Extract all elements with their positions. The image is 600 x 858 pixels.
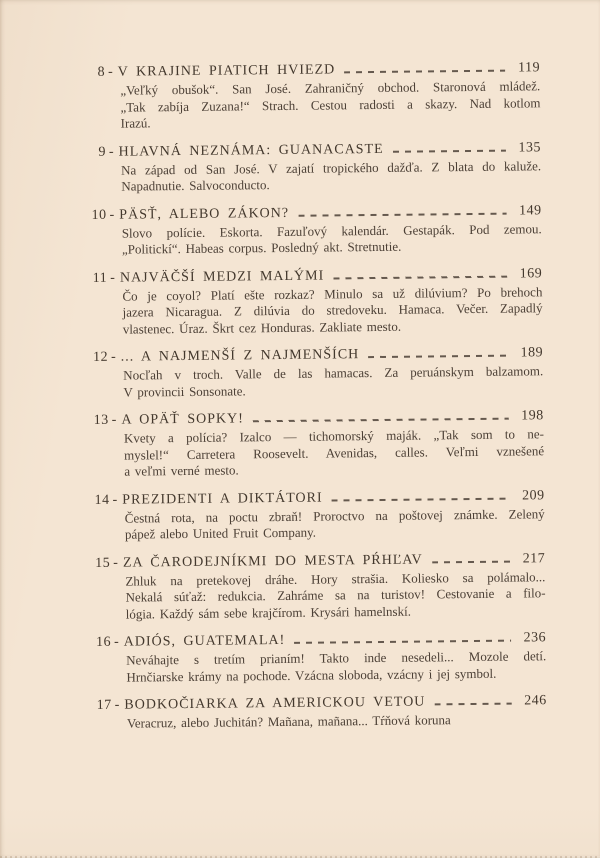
toc-entry-heading — [92, 487, 544, 509]
number-title-separator: - — [113, 634, 120, 650]
toc-entry-heading — [92, 407, 544, 429]
toc-entry — [89, 202, 542, 259]
number-title-separator: - — [111, 412, 118, 428]
description-line: Na západ od San José. V zajatí tropického dažďa. Z blata do kaluže. — [121, 157, 542, 178]
number-title-separator: - — [110, 270, 116, 286]
description-line: pápež alebo United Fruit Company. — [124, 524, 317, 542]
toc-entry — [92, 407, 545, 480]
toc-entry — [94, 629, 547, 686]
description-line: Slovo polície. Eskorta. Fazuľový kalendár. Gestapák. Pod zemou. — [121, 220, 542, 241]
toc-entry-heading — [95, 692, 547, 714]
chapter-number: 16 — [95, 634, 112, 650]
chapter-number: 13 — [93, 412, 109, 428]
dash-leader — [298, 212, 506, 216]
number-title-separator: - — [109, 207, 116, 223]
chapter-description — [123, 363, 543, 400]
toc-entry — [93, 550, 546, 623]
chapter-title: A OPÄŤ SOPKY! — [121, 411, 244, 428]
description-line: Veracruz, alebo Juchitán? Mañana, mañana... Tŕňová koruna — [126, 712, 451, 731]
description-line: V provincii Sonsonate. — [123, 382, 246, 400]
chapter-number: 9 — [98, 144, 106, 160]
chapter-page-number: 217 — [522, 550, 546, 566]
chapter-page-number: 246 — [524, 693, 547, 709]
description-line: „Tak zabíja Zuzana!“ Strach. Cestou radosti a skazy. Nad kotlom — [120, 94, 541, 115]
dash-leader — [332, 497, 510, 501]
chapter-description — [122, 284, 542, 338]
chapter-title: PÄSŤ, ALEBO ZÁKON? — [119, 205, 290, 223]
toc-entry — [95, 692, 547, 732]
number-title-separator: - — [113, 555, 119, 571]
toc-entry — [89, 139, 542, 196]
toc-entry-heading — [89, 202, 541, 224]
dash-leader — [294, 640, 511, 644]
toc-entry-heading — [93, 550, 545, 572]
chapter-page-number: 209 — [521, 487, 545, 503]
chapter-title: ... A NAJMENŠÍ Z NAJMENŠÍCH — [120, 347, 360, 365]
chapter-page-number: 135 — [518, 139, 541, 155]
chapter-number: 8 — [97, 64, 106, 80]
description-line: Neváhajte s tretím prianím! Takto inde nesedeli... Mozole detí. — [126, 648, 547, 668]
toc-entry-heading — [94, 629, 546, 651]
description-line: Hrnčiarske krámy na pochode. Vzácna sloboda, vzácny i jej symbol. — [126, 665, 497, 685]
chapter-title: V KRAJINE PIATICH HVIEZD — [117, 62, 336, 80]
chapter-description — [122, 221, 542, 258]
toc-entry-heading — [90, 265, 542, 287]
description-line: jazera Nicaragua. Z dilúvia do stredoveku. Hamaca. Večer. Zapadlý — [122, 300, 543, 320]
chapter-description — [120, 78, 540, 132]
number-title-separator: - — [108, 144, 115, 160]
chapter-page-number: 189 — [520, 345, 544, 361]
dash-leader — [333, 275, 507, 279]
chapter-title: BODKOČIARKA ZA AMERICKOU VETOU — [124, 694, 426, 713]
chapter-number: 15 — [95, 555, 111, 571]
chapter-number: 10 — [91, 207, 107, 223]
description-line: „Politickí“. Habeas corpus. Posledný akt. Stretnutie. — [121, 238, 402, 257]
description-line: „Veľký obušok“. San José. Zahraničný obchod. Staronová mládež. — [120, 78, 541, 98]
dash-leader — [253, 418, 509, 423]
chapter-title: HLAVNÁ NEZNÁMA: GUANACASTE — [118, 141, 384, 160]
description-line: myslel!“ Carretera Roosevelt. Avenidas, calles. Veľmi vznešené — [124, 442, 545, 463]
dash-leader — [432, 560, 510, 563]
chapter-page-number: 149 — [518, 202, 542, 218]
chapter-page-number: 119 — [518, 60, 541, 76]
description-line: Kvety a polícia? Izalco — tichomorský maják. „Tak som to ne- — [123, 426, 544, 446]
chapter-description — [125, 506, 545, 543]
number-title-separator: - — [112, 492, 119, 508]
toc-entry-heading — [91, 344, 543, 366]
dash-leader — [393, 149, 506, 152]
toc-entry-heading — [88, 59, 540, 81]
chapter-description — [124, 426, 544, 480]
chapter-number: 17 — [96, 697, 112, 713]
chapter-description — [125, 569, 545, 623]
description-line: lógia. Každý sám sebe krajčírom. Krysári hamelnskí. — [125, 603, 411, 622]
number-title-separator: - — [108, 64, 114, 80]
number-title-separator: - — [114, 697, 121, 713]
description-line: Zhluk na pretekovej dráhe. Hory strašia. Koliesko sa polámalo... — [125, 568, 546, 589]
description-line: Irazú. — [120, 115, 151, 131]
description-line: Čo je coyol? Platí ešte rozkaz? Minulo sa už dilúvium? Po brehoch — [122, 283, 543, 304]
chapter-number: 11 — [92, 270, 108, 286]
chapter-page-number: 236 — [523, 630, 547, 646]
toc-entry — [92, 487, 545, 544]
chapter-title: NAJVÄČŠÍ MEDZI MALÝMI — [119, 268, 325, 286]
description-line: Čestná rota, na poctu zbraň! Proroctvo na poštovej známke. Zelený — [124, 505, 545, 526]
description-line: Napadnutie. Salvoconducto. — [121, 177, 270, 194]
toc-entry-heading — [89, 139, 541, 161]
chapter-number: 12 — [92, 349, 109, 365]
description-line: a veľmi verné mesto. — [124, 462, 239, 479]
chapter-page-number: 169 — [519, 265, 543, 281]
table-of-contents — [88, 59, 547, 743]
chapter-title: PREZIDENTI A DIKTÁTORI — [122, 490, 323, 508]
toc-entry — [90, 265, 543, 338]
dash-leader — [368, 355, 508, 358]
toc-entry — [88, 59, 541, 132]
chapter-description — [126, 648, 546, 685]
description-line: Nocľah v troch. Valle de las hamacas. Za peruánskym balzamom. — [123, 363, 544, 383]
chapter-title: ADIÓS, GUATEMALA! — [123, 632, 286, 650]
description-line: vlastenec. Úraz. Škrt cez Honduras. Zakliate mesto. — [122, 318, 402, 337]
chapter-description — [121, 158, 541, 195]
number-title-separator: - — [110, 349, 117, 365]
chapter-title: ZA ČARODEJNÍKMI DO MESTA PŔHĽAV — [122, 552, 423, 571]
chapter-page-number: 198 — [521, 408, 544, 424]
description-line: Nekalá súťaž: redukcia. Zahráme sa na turistov! Cestovanie a filo- — [125, 585, 546, 605]
toc-entry — [91, 344, 544, 401]
chapter-number: 14 — [94, 492, 110, 508]
dash-leader — [434, 703, 511, 706]
chapter-description — [127, 711, 547, 732]
dash-leader — [344, 70, 505, 74]
